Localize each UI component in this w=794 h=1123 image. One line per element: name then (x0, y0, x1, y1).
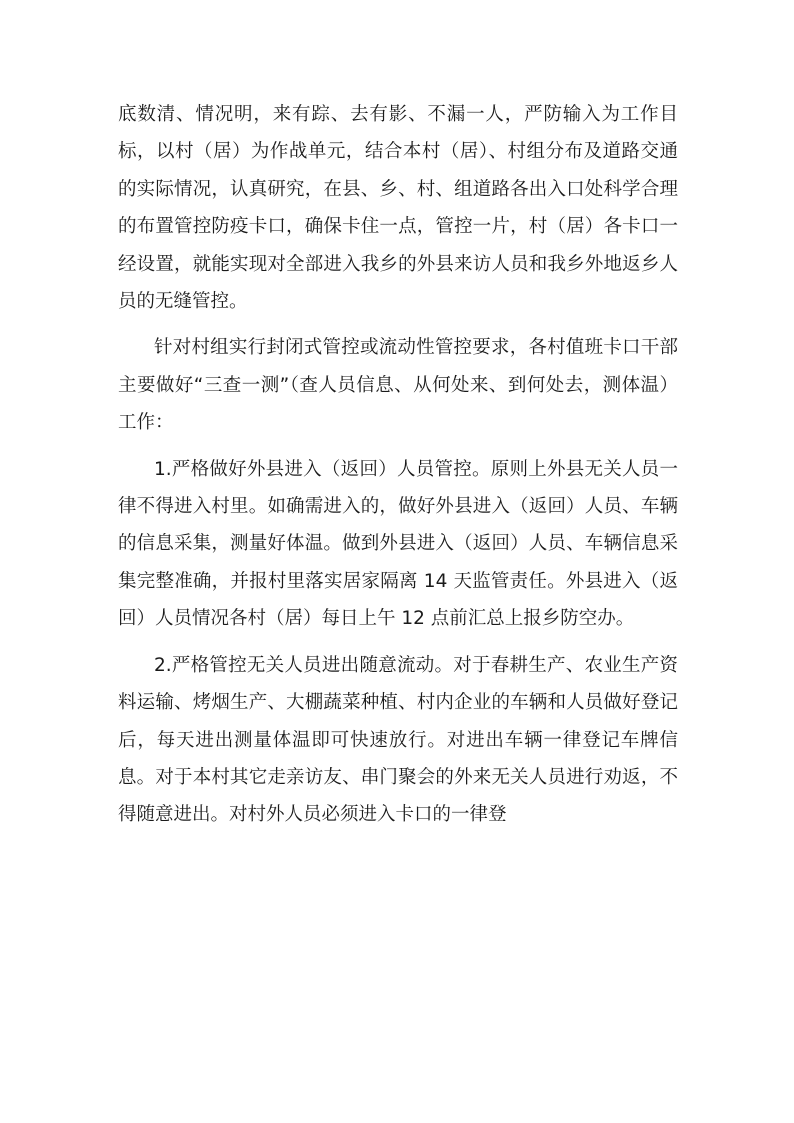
paragraph-item-1: 1.严格做好外县进入（返回）人员管控。原则上外县无关人员一律不得进入村里。如确需进入的，做好外县进入（返回）人员、车辆的信息采集，测量好体温。做到外县进入（返回）人员、车辆信息采集完整准确，并报村里落实居家隔离 14 天监管责任。外县进入（返回）人员情况各村（居）每日上午 12 点前汇总上报乡防空办。 (118, 458, 678, 630)
paragraph-checkpoint-duties: 针对村组实行封闭式管控或流动性管控要求，各村值班卡口干部主要做好“三查一测”（查人员信息、从何处来、到何处去，测体温）工作： (118, 337, 678, 434)
paragraph-continuation: 底数清、情况明，来有踪、去有影、不漏一人，严防输入为工作目标，以村（居）为作战单元，结合本村（居）、村组分布及道路交通的实际情况，认真研究，在县、乡、村、组道路各出入口处科学合理的布置管控防疫卡口，确保卡住一点，管控一片，村（居）各卡口一经设置，就能实现对全部进入我乡的外县来访人员和我乡外地返乡人员的无缝管控。 (118, 104, 678, 313)
document-body (118, 96, 678, 843)
paragraph-item-2: 2.严格管控无关人员进出随意流动。对于春耕生产、农业生产资料运输、烤烟生产、大棚蔬菜种植、村内企业的车辆和人员做好登记后，每天进出测量体温即可快速放行。对进出车辆一律登记车牌信息。对于本村其它走亲访友、串门聚会的外来无关人员进行劝返，不得随意进出。对村外人员必须进入卡口的一律登 (118, 654, 678, 826)
